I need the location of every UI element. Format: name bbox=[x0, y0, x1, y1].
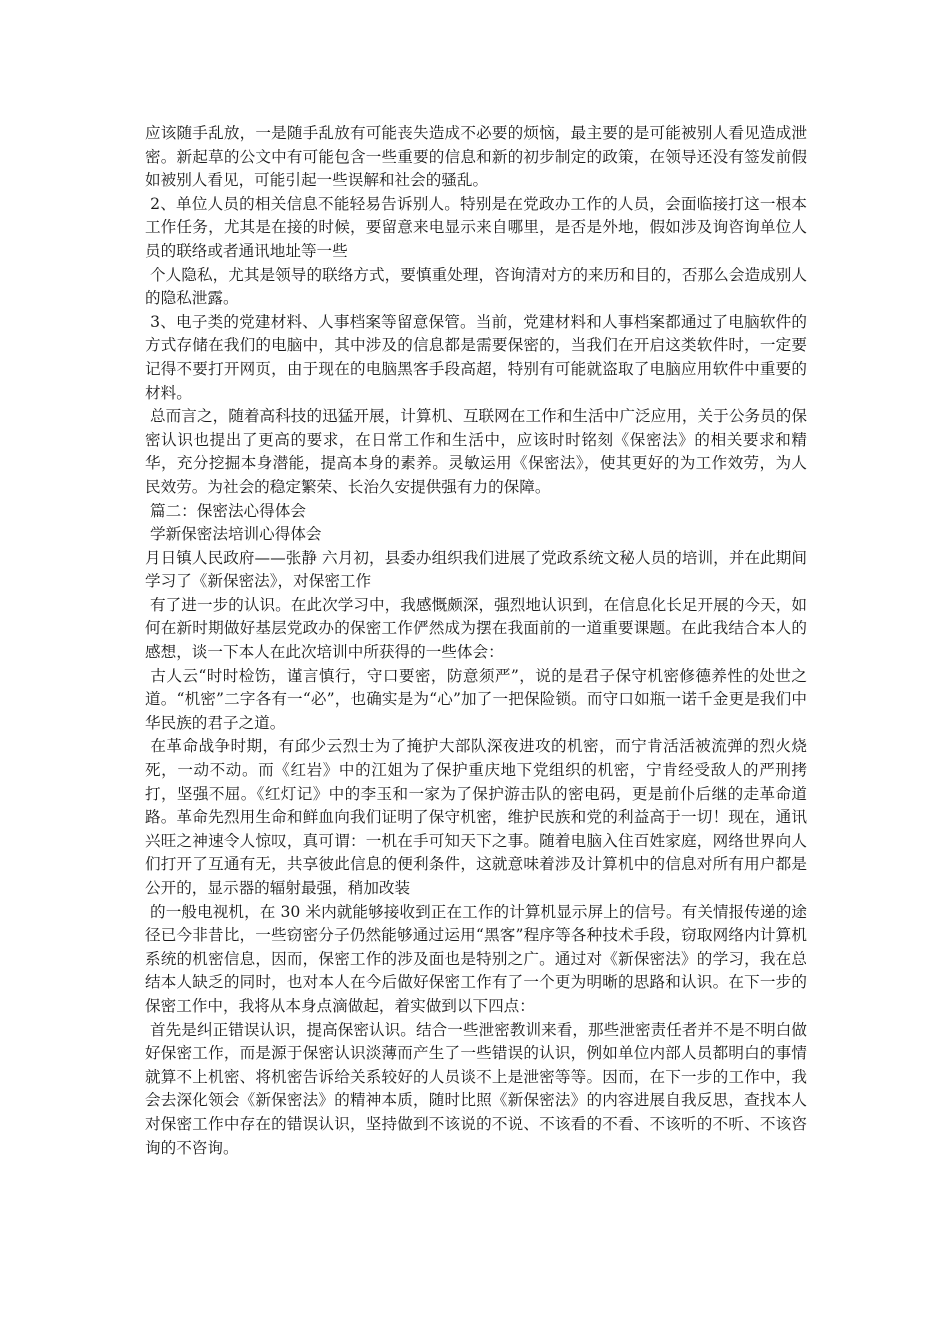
paragraph-13: 首先是纠正错误认识，提高保密认识。结合一些泄密教训来看，那些泄密责任者并不是不明白做好保密工作，而是源于保密认识淡薄而产生了一些错误的认识，例如单位内部人员都明白的事情就算不上机密、将机密告诉给关系较好的人员谈不上是泄密等等。因而，在下一步的工作中，我会去深化领会《新保密法》的精神本质，随时比照《新保密法》的内容进展自我反思，查找本人对保密工作中存在的错误认识，坚持做到不该说的不说、不该看的不看、不该听的不听、不该咨询的不咨询。 bbox=[145, 1020, 807, 1157]
document-body bbox=[145, 122, 807, 1160]
section-heading: 篇二：保密法心得体会 bbox=[145, 501, 306, 520]
paragraph-1: 应该随手乱放，一是随手乱放有可能丧失造成不必要的烦恼，最主要的是可能被别人看见造成泄密。新起草的公文中有可能包含一些重要的信息和新的初步制定的政策，在领导还没有签发前假如被别人看见，可能引起一些误解和社会的骚乱。 bbox=[145, 124, 807, 190]
paragraph-3: 个人隐私，尤其是领导的联络方式，要慎重处理，咨询清对方的来历和目的，否那么会造成别人的隐私泄露。 bbox=[145, 265, 807, 308]
article-title: 学新保密法培训心得体会 bbox=[145, 525, 322, 544]
paragraph-4: 3、电子类的党建材料、人事档案等留意保管。当前，党建材料和人事档案都通过了电脑软件的方式存储在我们的电脑中，其中涉及的信息都是需要保密的，当我们在开启这类软件时，一定要记得不要打开网页，由于现在的电脑黑客手段高超，特别有可能就盗取了电脑应用软件中重要的材料。 bbox=[145, 312, 808, 402]
paragraph-11: 在革命战争时期，有邱少云烈士为了掩护大部队深夜进攻的机密，而宁肯活活被流弹的烈火烧死，一动不动。而《红岩》中的江姐为了保护重庆地下党组织的机密，宁肯经受敌人的严刑拷打，坚强不屈。《红灯记》中的李玉和一家为了保护游击队的密电码，更是前仆后继的走革命道路。革命先烈用生命和鲜血向我们证明了保守机密，维护民族和党的利益高于一切！现在，通讯兴旺之神速令人惊叹，真可谓：一机在手可知天下之事。随着电脑入住百姓家庭，网络世界向人们打开了互通有无，共享彼此信息的便利条件，这就意味着涉及计算机中的信息对所有用户都是公开的，显示器的辐射最强，稍加改装 bbox=[145, 737, 807, 897]
paragraph-10: 古人云“时时检饬，谨言慎行，守口要密，防意须严”，说的是君子保守机密修德养性的处世之道。“机密”二字各有一“必”，也确实是为“心”加了一把保险锁。而守口如瓶一诺千金更是我们中华民族的君子之道。 bbox=[145, 666, 807, 732]
paragraph-5: 总而言之，随着高科技的迅猛开展，计算机、互联网在工作和生活中广泛应用，关于公务员的保密认识也提出了更高的要求，在日常工作和生活中，应该时时铭刻《保密法》的相关要求和精华，充分挖掘本身潜能，提高本身的素养。灵敏运用《保密法》，使其更好的为工作效劳，为人民效劳。为社会的稳定繁荣、长治久安提供强有力的保障。 bbox=[145, 407, 807, 496]
paragraph-2: 2、单位人员的相关信息不能轻易告诉别人。特别是在党政办工作的人员，会面临接打这一根本工作任务，尤其是在接的时候，要留意来电显示来自哪里，是否是外地，假如涉及询咨询单位人员的联络或者通讯地址等一些 bbox=[145, 194, 808, 260]
paragraph-9: 有了进一步的认识。在此次学习中，我感慨颇深，强烈地认识到，在信息化长足开展的今天，如何在新时期做好基层党政办的保密工作俨然成为摆在我面前的一道重要课题。在此我结合本人的感想，谈一下本人在此次培训中所获得的一些体会： bbox=[145, 595, 807, 662]
paragraph-8: 月日镇人民政府——张静 六月初，县委办组织我们进展了党政系统文秘人员的培训，并在此期间学习了《新保密法》，对保密工作 bbox=[145, 548, 807, 591]
paragraph-12: 的一般电视机，在 30 米内就能够接收到正在工作的计算机显示屏上的信号。有关情报传递的途径已今非昔比，一些窃密分子仍然能够通过运用“黑客”程序等各种技术手段，窃取网络内计算机系统的机密信息，因而，保密工作的涉及面也是特别之广。通过对《新保密法》的学习，我在总结本人缺乏的同时，也对本人在今后做好保密工作有了一个更为明晰的思路和认识。在下一步的保密工作中，我将从本身点滴做起，着实做到以下四点： bbox=[145, 902, 807, 1015]
